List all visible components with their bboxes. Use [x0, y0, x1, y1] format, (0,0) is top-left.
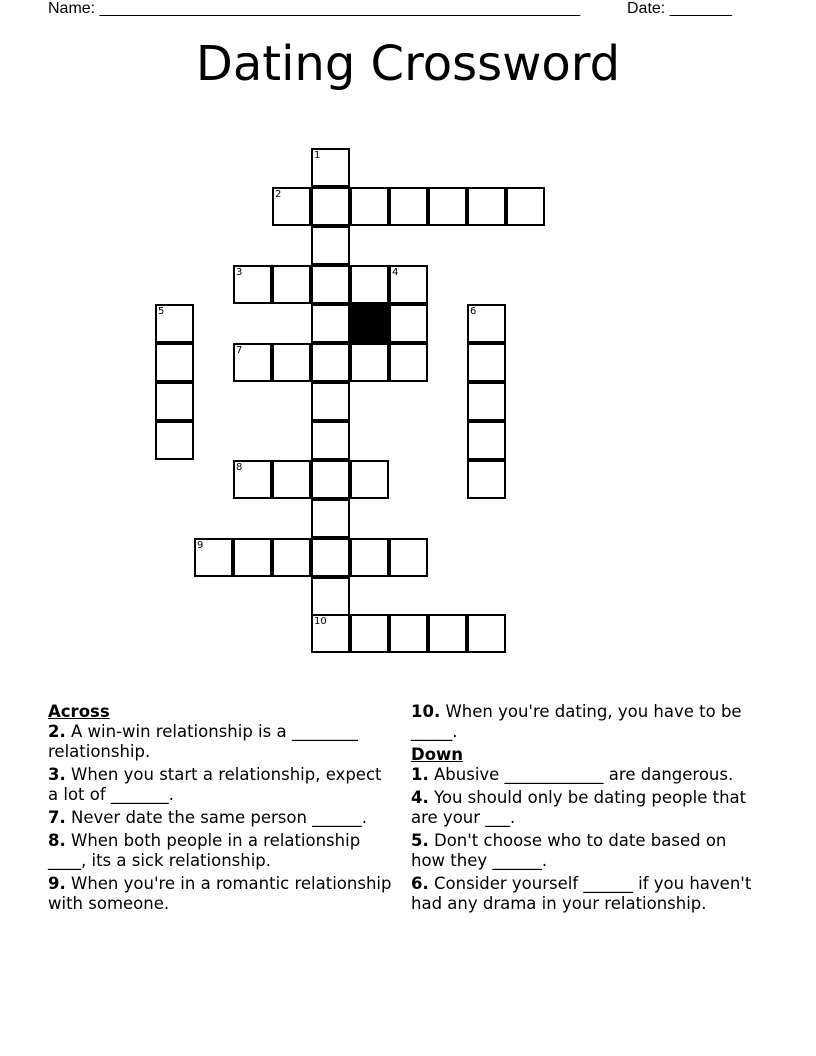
grid-cell[interactable] — [311, 382, 350, 421]
grid-cell[interactable] — [311, 148, 350, 187]
clue-text: Never date the same person ______. — [71, 808, 367, 827]
clue-text: A win-win relationship is a ________ relationship. — [48, 722, 358, 761]
clue-number: 5 — [158, 306, 165, 317]
clue-text: When both people in a relationship ____, its a sick relationship. — [48, 831, 361, 870]
grid-cell[interactable] — [428, 187, 467, 226]
grid-cell[interactable] — [155, 421, 194, 460]
clue-number: 10 — [314, 616, 327, 627]
clue-number: 6 — [470, 306, 477, 317]
grid-cell[interactable] — [467, 304, 506, 343]
clues-right-column — [411, 702, 761, 917]
date-line: Date: _______ — [627, 0, 732, 17]
grid-cell[interactable] — [272, 187, 311, 226]
clue-text: When you're dating, you have to be _____. — [411, 702, 742, 741]
grid-cell[interactable] — [311, 187, 350, 226]
grid-cell[interactable] — [233, 265, 272, 304]
grid-cell[interactable] — [389, 343, 428, 382]
clue-text: When you start a relationship, expect a lot of _______. — [48, 765, 382, 804]
clue-number: 2. — [48, 722, 66, 741]
clue-across-3 — [48, 765, 393, 805]
grid-cell[interactable] — [272, 460, 311, 499]
clue-number: 4 — [392, 267, 399, 278]
grid-cell[interactable] — [272, 538, 311, 577]
clue-text: You should only be dating people that are your ___. — [411, 788, 747, 827]
clue-number: 3 — [236, 267, 243, 278]
grid-cell[interactable] — [194, 538, 233, 577]
across-heading: Across — [48, 702, 110, 721]
grid-cell[interactable] — [233, 538, 272, 577]
grid-cell[interactable] — [311, 421, 350, 460]
grid-cell[interactable] — [389, 265, 428, 304]
grid-cell[interactable] — [350, 460, 389, 499]
clue-down-1 — [411, 765, 761, 785]
grid-cell[interactable] — [311, 226, 350, 265]
grid-cell[interactable] — [272, 265, 311, 304]
clue-number: 9 — [197, 540, 204, 551]
grid-cell[interactable] — [155, 382, 194, 421]
clue-number: 8 — [236, 462, 243, 473]
grid-cell[interactable] — [467, 343, 506, 382]
grid-cell[interactable] — [350, 187, 389, 226]
clue-across-8 — [48, 831, 393, 871]
grid-cell[interactable] — [350, 538, 389, 577]
grid-cell[interactable] — [467, 421, 506, 460]
grid-cell[interactable] — [233, 460, 272, 499]
clue-number: 10. — [411, 702, 441, 721]
clue-down-4 — [411, 788, 761, 828]
clue-number: 1 — [314, 150, 321, 161]
grid-cell[interactable] — [311, 614, 350, 653]
clue-across-2 — [48, 722, 393, 762]
clue-down-6 — [411, 874, 761, 914]
grid-cell[interactable] — [389, 187, 428, 226]
grid-cell[interactable] — [311, 460, 350, 499]
grid-cell[interactable] — [311, 499, 350, 538]
clue-number: 8. — [48, 831, 66, 850]
grid-cell[interactable] — [389, 614, 428, 653]
clue-number: 6. — [411, 874, 429, 893]
grid-cell[interactable] — [350, 614, 389, 653]
clues-left-column — [48, 702, 393, 917]
grid-cell[interactable] — [389, 538, 428, 577]
grid-cell[interactable] — [311, 577, 350, 616]
grid-cell[interactable] — [155, 343, 194, 382]
grid-cell[interactable] — [311, 343, 350, 382]
clue-number: 1. — [411, 765, 429, 784]
page-title: Dating Crossword — [195, 36, 621, 92]
grid-cell[interactable] — [467, 614, 506, 653]
clue-number: 9. — [48, 874, 66, 893]
grid-cell[interactable] — [233, 343, 272, 382]
name-line: Name: ______________________________________________________ — [48, 0, 581, 17]
grid-cell[interactable] — [506, 187, 545, 226]
clue-text: Consider yourself ______ if you haven't had any drama in your relationship. — [411, 874, 752, 913]
grid-cell[interactable] — [350, 265, 389, 304]
clue-number: 7 — [236, 345, 243, 356]
grid-cell[interactable] — [467, 460, 506, 499]
grid-cell[interactable] — [311, 265, 350, 304]
clue-across-10 — [411, 702, 761, 742]
grid-cell[interactable] — [311, 538, 350, 577]
clue-number: 4. — [411, 788, 429, 807]
black-cell — [350, 304, 389, 343]
clue-across-9 — [48, 874, 393, 914]
down-heading: Down — [411, 745, 464, 764]
clue-across-7 — [48, 808, 393, 828]
clue-number: 5. — [411, 831, 429, 850]
grid-cell[interactable] — [467, 382, 506, 421]
clue-text: Abusive ____________ are dangerous. — [434, 765, 734, 784]
grid-cell[interactable] — [467, 187, 506, 226]
grid-cell[interactable] — [272, 343, 311, 382]
clue-number: 7. — [48, 808, 66, 827]
clue-number: 3. — [48, 765, 66, 784]
clue-number: 2 — [275, 189, 282, 200]
grid-cell[interactable] — [428, 614, 467, 653]
clue-text: When you're in a romantic relationship with someone. — [48, 874, 392, 913]
clue-text: Don't choose who to date based on how they ______. — [411, 831, 727, 870]
grid-cell[interactable] — [350, 343, 389, 382]
clue-down-5 — [411, 831, 761, 871]
grid-cell[interactable] — [155, 304, 194, 343]
grid-cell[interactable] — [389, 304, 428, 343]
grid-cell[interactable] — [311, 304, 350, 343]
